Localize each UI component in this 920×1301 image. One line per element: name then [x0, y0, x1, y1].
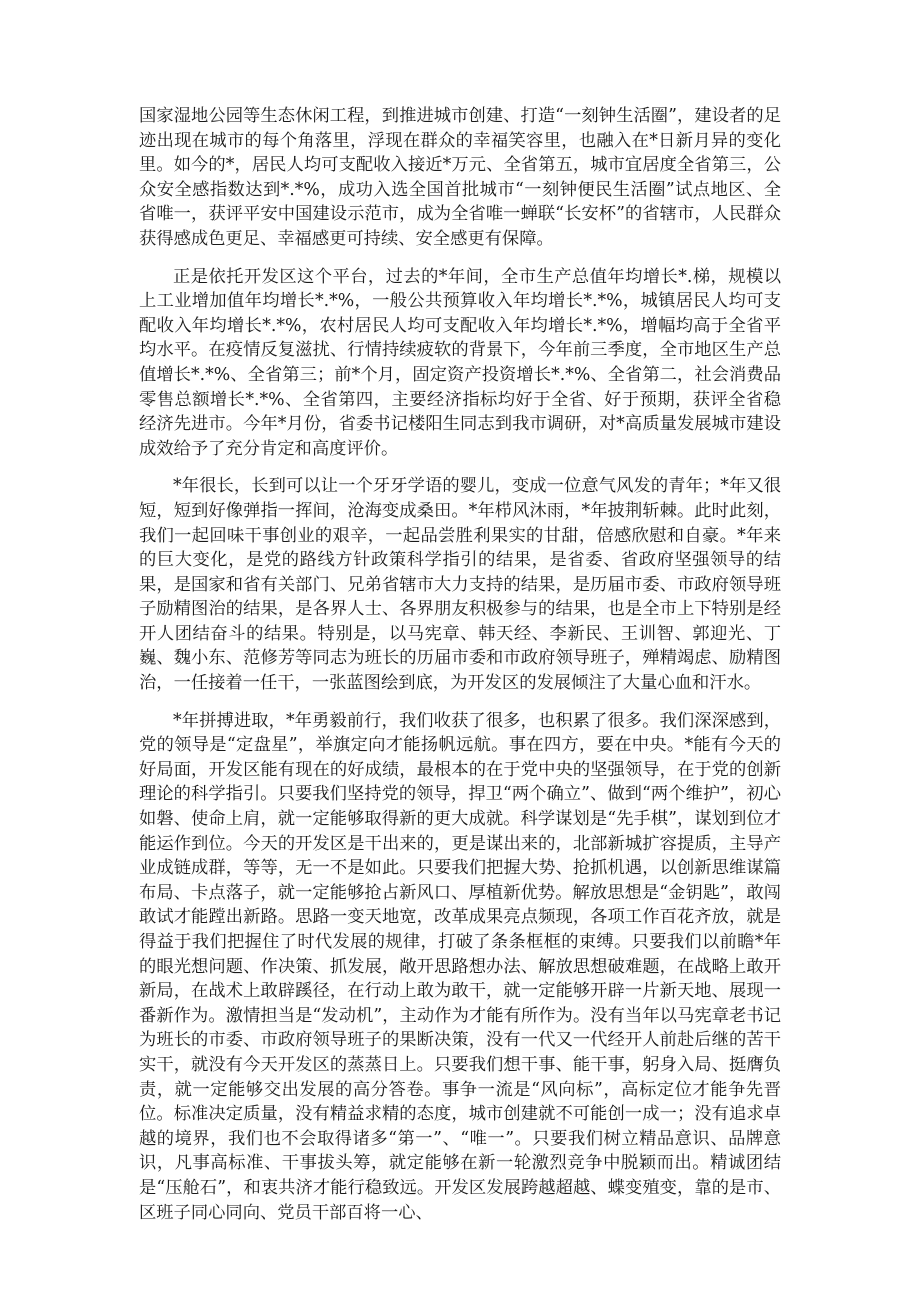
paragraph-1: 国家湿地公园等生态休闲工程，到推进城市创建、打造“一刻钟生活圈”，建设者的足迹出现在城市的每个角落里，浮现在群众的幸福笑容里，也融入在*日新月异的变化里。如今的*，居民人均可支配收入接近*万元、全省第五，城市宜居度全省第三，公众安全感指数达到*.*%，成功入选全国首批城市“一刻钟便民生活圈”试点地区、全省唯一，获评平安中国建设示范市，成为全省唯一蝉联“长安杯”的省辖市，人民群众获得感成色更足、幸福感更可持续、安全感更有保障。 — [139, 106, 781, 249]
paragraph-4: *年拼搏进取，*年勇毅前行，我们收获了很多，也积累了很多。我们深深感到，党的领导是“定盘星”，举旗定向才能扬帆远航。事在四方，要在中央。*能有今天的好局面，开发区能有现在的好成绩，最根本的在于党中央的坚强领导，在于党的创新理论的科学指引。只要我们坚持党的领导，捍卫“两个确立”、做到“两个维护”，初心如磐、使命上肩，就一定能够取得新的更大成就。科学谋划是“先手棋”，谋划到位才能运作到位。今天的开发区是干出来的，更是谋出来的，北部新城扩容提质，主导产业成链成群，等等，无一不是如此。只要我们把握大势、抢抓机遇，以创新思维谋篇布局、卡点落子，就一定能够抢占新风口、厚植新优势。解放思想是“金钥匙”，敢闯敢试才能蹚出新路。思路一变天地宽，改革成果亮点频现，各项工作百花齐放，就是得益于我们把握住了时代发展的规律，打破了条条框框的束缚。只要我们以前瞻*年的眼光想问题、作决策、抓发展，敞开思路想办法、解放思想破难题，在战略上敢开新局，在战术上敢辟蹊径，在行动上敢为敢干，就一定能够开辟一片新天地、展现一番新作为。激情担当是“发动机”，主动作为才能有所作为。没有当年以马宪章老书记为班长的市委、市政府领导班子的果断决策，没有一代又一代经开人前赴后继的苦干实干，就没有今天开发区的蒸蒸日上。只要我们想干事、能干事，躬身入局、挺膺负责，就一定能够交出发展的高分答卷。事争一流是“风向标”，高标定位才能争先晋位。标准决定质量，没有精益求精的态度，城市创建就不可能创一成一；没有追求卓越的境界，我们也不会取得诸多“第一”、“唯一”。只要我们树立精品意识、品牌意识，凡事高标准、干事拔头筹，就定能够在新一轮激烈竞争中脱颖而出。精诚团结是“压舱石”，和衷共济才能行稳致远。开发区发展跨越超越、蝶变殖变，靠的是市、区班子同心同向、党员干部百将一心、 — [139, 710, 781, 1223]
document-page — [139, 104, 781, 1225]
paragraph-2: 正是依托开发区这个平台，过去的*年间，全市生产总值年均增长*.梯，规模以上工业增加值年均增长*.*%，一般公共预算收入年均增长*.*%，城镇居民人均可支配收入年均增长*.*%，农村居民人均可支配收入年均增长*.*%，增幅均高于全省平均水平。在疫情反复滋扰、行情持续疲软的背景下，今年前三季度，全市地区生产总值增长*.*%、全省第三；前*个月，固定资产投资增长*.*%、全省第二，社会消费品零售总额增长*.*%、全省第四，主要经济指标均好于全省、好于预期，获评全省稳经济先进市。今年*月份，省委书记楼阳生同志到我市调研，对*高质量发展城市建设成效给予了充分肯定和高度评价。 — [139, 266, 781, 459]
paragraph-3: *年很长，长到可以让一个牙牙学语的婴儿，变成一位意气风发的青年；*年又很短，短到好像弹指一挥间，沧海变成桑田。*年栉风沐雨，*年披荆斩棘。此时此刻，我们一起回味干事创业的艰辛，一起品尝胜利果实的甘甜，倍感欣慰和自豪。*年来的巨大变化，是党的路线方针政策科学指引的结果，是省委、省政府坚强领导的结果，是国家和省有关部门、兄弟省辖市大力支持的结果，是历届市委、市政府领导班子励精图治的结果，是各界人士、各界朋友积极参与的结果，也是全市上下特别是经开人团结奋斗的结果。特别是，以马宪章、韩天经、李新民、王训智、郭迎光、丁巍、魏小东、范修芳等同志为班长的历届市委和市政府领导班子，殚精竭虑、励精图治，一任接着一任干，一张蓝图绘到底，为开发区的发展倾注了大量心血和汗水。 — [139, 476, 781, 694]
